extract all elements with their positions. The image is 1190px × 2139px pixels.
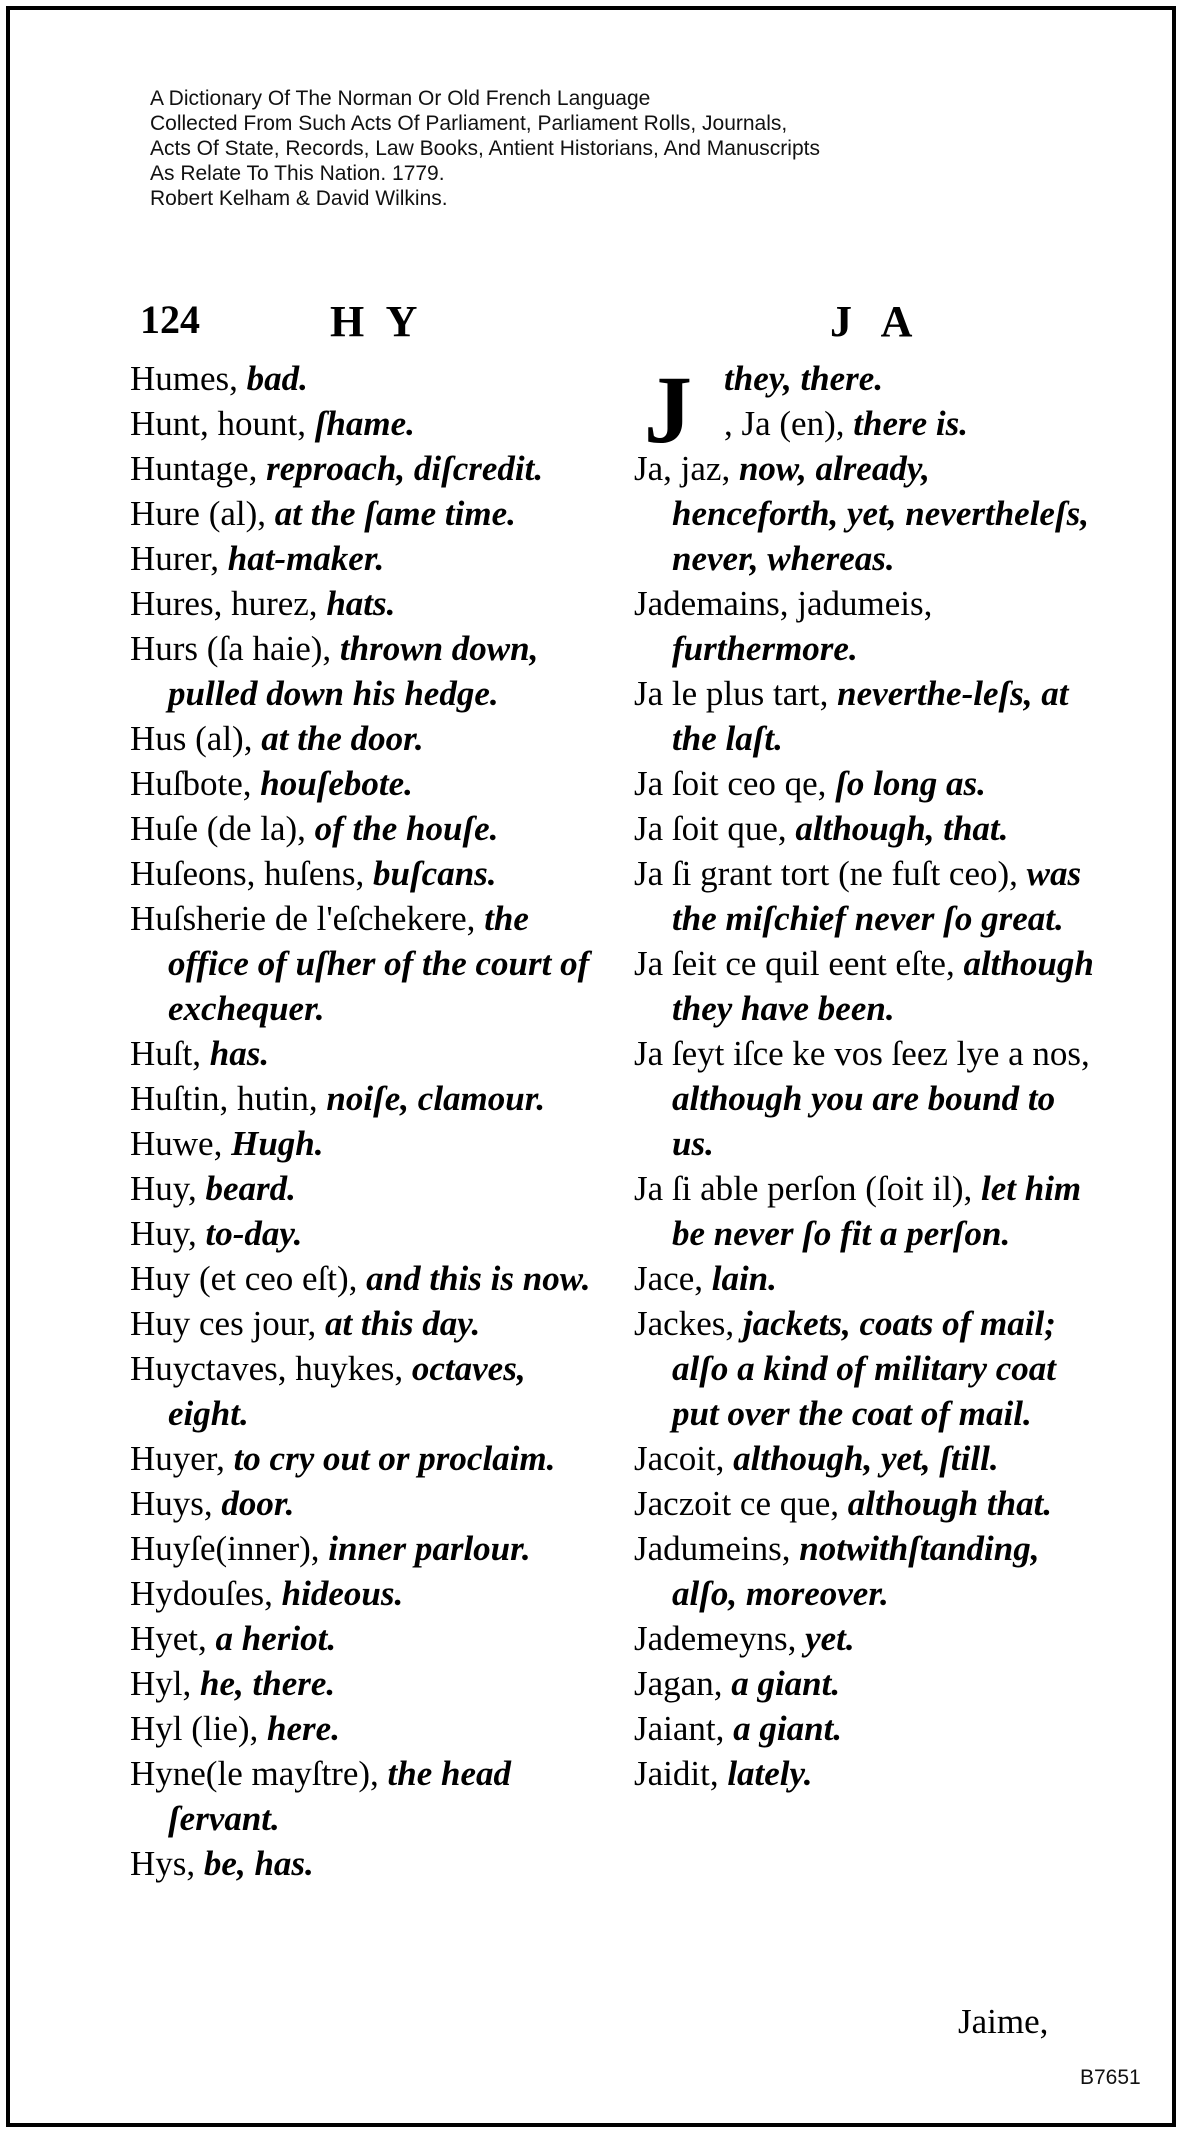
definition: at this day.	[324, 1304, 481, 1343]
definition: here.	[267, 1709, 340, 1748]
definition: hats.	[326, 584, 396, 623]
dictionary-entry	[130, 1121, 600, 1166]
headword: Jacoit,	[634, 1439, 725, 1478]
headword: Jademeyns,	[634, 1619, 797, 1658]
definition: be, has.	[203, 1844, 314, 1883]
definition: a heriot.	[215, 1619, 337, 1658]
headword: Hys,	[130, 1844, 196, 1883]
dictionary-entry	[130, 491, 600, 536]
definition: furthermore.	[672, 629, 858, 668]
dictionary-entry	[634, 1751, 1094, 1796]
dictionary-entry	[130, 806, 600, 851]
definition: although, that.	[795, 809, 1009, 848]
headword: Hyl (lie),	[130, 1709, 259, 1748]
headword: Humes,	[130, 359, 238, 398]
headword: Huys,	[130, 1484, 213, 1523]
headword: Ja, jaz,	[634, 449, 731, 488]
definition: he, there.	[200, 1664, 336, 1703]
definition: thrown down, pulled down his hedge.	[168, 629, 539, 713]
dictionary-entry	[130, 1616, 600, 1661]
dictionary-entry	[130, 1661, 600, 1706]
headword: Huſsherie de l'eſchekere,	[130, 899, 476, 938]
headword: Huyſe(inner),	[130, 1529, 320, 1568]
headword: Huſeons, huſens,	[130, 854, 365, 893]
reference-code: B7651	[1080, 2066, 1141, 2089]
definition: octaves, eight.	[168, 1349, 526, 1433]
headword: Huſt,	[130, 1034, 201, 1073]
headword: Jaczoit ce que,	[634, 1484, 840, 1523]
definition: to-day.	[205, 1214, 303, 1253]
headword: Huwe,	[130, 1124, 223, 1163]
definition: the head ſervant.	[168, 1754, 512, 1838]
headword: Hydouſes,	[130, 1574, 273, 1613]
dictionary-entry	[130, 1436, 600, 1481]
definition: lain.	[711, 1259, 777, 1298]
definition: door.	[221, 1484, 295, 1523]
definition: buſcans.	[373, 854, 497, 893]
definition: beard.	[205, 1169, 296, 1208]
dictionary-entry	[130, 356, 600, 401]
definition: of the houſe.	[314, 809, 499, 848]
headword: Ja ſeyt iſce ke vos ſeez lye a nos,	[634, 1034, 1090, 1073]
dictionary-entry	[634, 806, 1094, 851]
definition: noiſe, clamour.	[326, 1079, 546, 1118]
right-running-head: J A	[830, 297, 923, 346]
definition: reproach, diſcredit.	[266, 449, 544, 488]
definition: at the door.	[261, 719, 424, 758]
dictionary-entry	[130, 1076, 600, 1121]
definition: there is.	[853, 404, 968, 443]
dictionary-entry	[634, 671, 1094, 761]
headword: Huyer,	[130, 1439, 225, 1478]
dictionary-entry	[634, 851, 1094, 941]
definition: now, already, henceforth, yet, nevertheleſs, never, whereas.	[672, 449, 1089, 578]
headword: Huy,	[130, 1169, 197, 1208]
header-line: Robert Kelham & David Wilkins.	[150, 187, 448, 210]
headword: Hure (al),	[130, 494, 267, 533]
dictionary-entry	[130, 1031, 600, 1076]
definition: was the miſchief never ſo great.	[672, 854, 1082, 938]
dictionary-entry	[634, 581, 1094, 671]
definition: houſebote.	[260, 764, 413, 803]
definition: although that.	[847, 1484, 1053, 1523]
document-header	[150, 86, 1050, 211]
headword: Jace,	[634, 1259, 703, 1298]
definition: let him be never ſo fit a perſon.	[672, 1169, 1082, 1253]
catchword: Jaime,	[958, 2002, 1049, 2041]
dictionary-entry	[634, 1031, 1094, 1166]
definition: ſhame.	[314, 404, 415, 443]
headword: Ja ſi able perſon (ſoit il),	[634, 1169, 973, 1208]
headword: Huy (et ceo eſt),	[130, 1259, 358, 1298]
left-running-head: H Y	[330, 297, 424, 346]
header-line: Collected From Such Acts Of Parliament, Parliament Rolls, Journals,	[150, 112, 788, 135]
definition: although you are bound to us.	[672, 1079, 1056, 1163]
headword: Huy,	[130, 1214, 197, 1253]
dictionary-entry	[634, 1301, 1094, 1436]
dictionary-entry	[130, 1346, 600, 1436]
dictionary-entry	[130, 1301, 600, 1346]
headword: Ja ſoit ceo qe,	[634, 764, 827, 803]
dictionary-entry	[130, 761, 600, 806]
dictionary-entry	[130, 1571, 600, 1616]
header-line: Acts Of State, Records, Law Books, Antient Historians, And Manuscripts	[150, 137, 820, 160]
dictionary-entry	[130, 536, 600, 581]
headword: Jagan,	[634, 1664, 723, 1703]
headword: Ja ſoit que,	[634, 809, 787, 848]
headword: Hurs (ſa haie),	[130, 629, 332, 668]
headword: Ja ſeit ce quil eent eſte,	[634, 944, 955, 983]
headword: Huyctaves, huykes,	[130, 1349, 404, 1388]
dictionary-entry	[634, 1526, 1094, 1616]
dictionary-entry	[130, 1751, 600, 1841]
definition: to cry out or proclaim.	[233, 1439, 556, 1478]
dictionary-entry	[130, 896, 600, 1031]
definition: Hugh.	[231, 1124, 324, 1163]
dictionary-entry	[634, 1166, 1094, 1256]
headword: Huſtin, hutin,	[130, 1079, 318, 1118]
dictionary-entry	[634, 1661, 1094, 1706]
headword: Jadumeins,	[634, 1529, 791, 1568]
dictionary-entry	[634, 761, 1094, 806]
definition: has.	[209, 1034, 270, 1073]
definition: yet.	[805, 1619, 855, 1658]
dictionary-entry	[130, 446, 600, 491]
dictionary-entry	[130, 626, 600, 716]
definition: although, yet, ſtill.	[733, 1439, 999, 1478]
headword: Huſe (de la),	[130, 809, 306, 848]
dictionary-entry	[634, 356, 1094, 401]
dictionary-entry	[634, 1616, 1094, 1661]
left-column	[130, 356, 600, 1886]
headword: Hurer,	[130, 539, 219, 578]
headword: Hyl,	[130, 1664, 192, 1703]
definition: bad.	[246, 359, 308, 398]
dictionary-entry	[130, 1481, 600, 1526]
dictionary-entry	[130, 1526, 600, 1571]
headword: Hus (al),	[130, 719, 253, 758]
page-number: 124	[140, 297, 200, 342]
definition: hideous.	[281, 1574, 404, 1613]
dictionary-entry	[130, 851, 600, 896]
headword: Hunt, hount,	[130, 404, 306, 443]
definition: and this is now.	[366, 1259, 591, 1298]
dictionary-entry	[130, 1256, 600, 1301]
dictionary-entry	[130, 1166, 600, 1211]
dictionary-entry	[130, 1211, 600, 1256]
dictionary-entry	[634, 446, 1094, 581]
definition: neverthe-leſs, at the laſt.	[672, 674, 1069, 758]
headword: Hyne(le mayſtre),	[130, 1754, 379, 1793]
definition: jackets, coats of mail; alſo a kind of military coat put over the coat of mail.	[672, 1304, 1057, 1433]
headword: Jaidit,	[634, 1754, 719, 1793]
definition: ſo long as.	[835, 764, 986, 803]
definition: lately.	[727, 1754, 813, 1793]
dictionary-entry	[634, 941, 1094, 1031]
dictionary-entry	[130, 716, 600, 761]
definition: hat-maker.	[227, 539, 385, 578]
drop-cap: J	[644, 356, 692, 463]
definition: inner parlour.	[328, 1529, 531, 1568]
headword: Jackes,	[634, 1304, 735, 1343]
dictionary-entry	[130, 1841, 600, 1886]
definition: they, there.	[724, 359, 884, 398]
dictionary-entry	[634, 1256, 1094, 1301]
dictionary-entry	[634, 401, 1094, 446]
headword: Ja ſi grant tort (ne fuſt ceo),	[634, 854, 1018, 893]
dictionary-entry	[634, 1706, 1094, 1751]
headword: , Ja (en),	[724, 404, 845, 443]
dictionary-entry	[130, 1706, 600, 1751]
definition: notwithſtanding, alſo, moreover.	[672, 1529, 1040, 1613]
headword: Huntage,	[130, 449, 258, 488]
headword: Huy ces jour,	[130, 1304, 317, 1343]
dictionary-entry	[634, 1436, 1094, 1481]
definition: a giant.	[731, 1664, 841, 1703]
header-line: As Relate To This Nation. 1779.	[150, 162, 445, 185]
headword: Hures, hurez,	[130, 584, 318, 623]
headword: Jaiant,	[634, 1709, 725, 1748]
dictionary-entry	[130, 581, 600, 626]
definition: the office of uſher of the court of exchequer.	[168, 899, 590, 1028]
headword: Huſbote,	[130, 764, 252, 803]
definition: at the ſame time.	[274, 494, 516, 533]
definition: although they have been.	[672, 944, 1094, 1028]
dictionary-entry	[130, 401, 600, 446]
headword: Ja le plus tart,	[634, 674, 829, 713]
header-line: A Dictionary Of The Norman Or Old French Language	[150, 87, 651, 110]
headword: Jademains, jadumeis,	[634, 584, 933, 623]
definition: a giant.	[733, 1709, 843, 1748]
headword: Hyet,	[130, 1619, 207, 1658]
right-column	[634, 356, 1094, 1796]
dictionary-entry	[634, 1481, 1094, 1526]
